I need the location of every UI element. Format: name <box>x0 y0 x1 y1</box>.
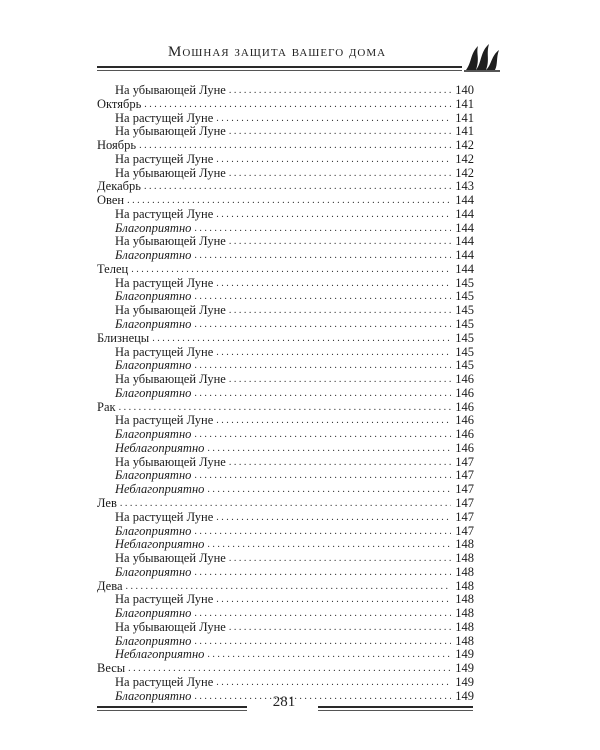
toc-entry-page: 144 <box>455 193 474 208</box>
toc-entry-page: 148 <box>455 606 474 621</box>
toc-entry-label: На растущей Луне <box>115 206 214 221</box>
toc-entry <box>97 511 474 525</box>
toc-entry-page: 145 <box>455 317 474 332</box>
toc-entry-page: 148 <box>455 619 474 634</box>
dot-leader <box>127 194 451 208</box>
header-rule-thin <box>97 70 462 71</box>
toc-entry-label: На убывающей Луне <box>115 124 226 139</box>
toc-entry-page: 142 <box>455 165 474 180</box>
footer-rule-right-thin <box>318 710 473 711</box>
toc-entry-page: 148 <box>455 592 474 607</box>
footer-rule-left-thin <box>97 710 247 711</box>
toc-entry-label: Дева <box>97 578 123 593</box>
table-of-contents <box>97 84 474 703</box>
page-footer <box>0 690 600 730</box>
toc-entry <box>97 373 474 387</box>
dot-leader <box>194 607 451 621</box>
toc-entry-label: Благоприятно <box>115 289 192 304</box>
toc-entry-label: На убывающей Луне <box>115 372 226 387</box>
toc-entry-label: Октябрь <box>97 96 142 111</box>
toc-entry <box>97 635 474 649</box>
toc-entry-label: Неблагоприятно <box>115 440 205 455</box>
dot-leader <box>229 552 451 566</box>
toc-entry-label: На растущей Луне <box>115 275 214 290</box>
toc-entry-label: На растущей Луне <box>115 413 214 428</box>
toc-entry-label: Рак <box>97 399 116 414</box>
footer-rule-left <box>97 706 247 708</box>
dot-leader <box>229 304 451 318</box>
toc-entry-page: 148 <box>455 633 474 648</box>
dot-leader <box>194 249 451 263</box>
dot-leader <box>229 373 451 387</box>
toc-entry-page: 147 <box>455 495 474 510</box>
toc-entry-page: 141 <box>455 124 474 139</box>
page-number: 281 <box>272 694 296 710</box>
toc-entry-page: 147 <box>455 468 474 483</box>
toc-entry-page: 147 <box>455 523 474 538</box>
toc-entry-page: 144 <box>455 248 474 263</box>
toc-entry <box>97 566 474 580</box>
dot-leader <box>144 98 451 112</box>
dot-leader <box>128 662 451 676</box>
toc-entry-page: 143 <box>455 179 474 194</box>
toc-entry-label: Неблагоприятно <box>115 647 205 662</box>
toc-entry-label: Благоприятно <box>115 427 192 442</box>
toc-entry <box>97 290 474 304</box>
dot-leader <box>229 167 451 181</box>
toc-entry-page: 145 <box>455 358 474 373</box>
toc-entry-label: Благоприятно <box>115 564 192 579</box>
toc-entry-page: 140 <box>455 83 474 97</box>
dot-leader <box>131 263 451 277</box>
toc-entry-page: 144 <box>455 220 474 235</box>
toc-entry-label: На убывающей Луне <box>115 303 226 318</box>
dot-leader <box>229 125 451 139</box>
toc-entry <box>97 318 474 332</box>
toc-entry-label: Весы <box>97 661 126 676</box>
toc-entry-page: 147 <box>455 454 474 469</box>
dot-leader <box>229 621 451 635</box>
dot-leader <box>194 387 451 401</box>
dot-leader <box>229 456 451 470</box>
toc-entry-label: Благоприятно <box>115 358 192 373</box>
toc-entry-label: На растущей Луне <box>115 674 214 689</box>
toc-entry-label: На растущей Луне <box>115 151 214 166</box>
toc-entry <box>97 552 474 566</box>
toc-entry <box>97 194 474 208</box>
toc-entry-page: 146 <box>455 413 474 428</box>
dot-leader <box>216 511 451 525</box>
toc-entry-page: 145 <box>455 275 474 290</box>
header-rule <box>97 66 462 68</box>
toc-entry-label: Благоприятно <box>115 385 192 400</box>
toc-entry <box>97 538 474 552</box>
dot-leader <box>216 153 451 167</box>
dot-leader <box>229 84 451 98</box>
toc-entry-page: 141 <box>455 110 474 125</box>
toc-entry-page: 142 <box>455 151 474 166</box>
dot-leader <box>207 538 451 552</box>
toc-entry-label: На растущей Луне <box>115 110 214 125</box>
toc-entry <box>97 428 474 442</box>
toc-entry-label: Лев <box>97 495 117 510</box>
dot-leader <box>194 525 451 539</box>
dot-leader <box>194 566 451 580</box>
toc-entry-page: 144 <box>455 206 474 221</box>
toc-entry <box>97 222 474 236</box>
toc-entry <box>97 84 474 98</box>
toc-entry-page: 145 <box>455 344 474 359</box>
toc-entry-label: Неблагоприятно <box>115 482 205 497</box>
toc-entry <box>97 662 474 676</box>
dot-leader <box>216 112 451 126</box>
toc-entry-page: 144 <box>455 234 474 249</box>
toc-entry-page: 148 <box>455 578 474 593</box>
toc-entry <box>97 676 474 690</box>
toc-entry-label: Декабрь <box>97 179 141 194</box>
toc-entry <box>97 648 474 662</box>
page-header <box>0 0 600 80</box>
toc-entry <box>97 332 474 346</box>
dot-leader <box>119 401 451 415</box>
dot-leader <box>194 222 451 236</box>
toc-entry <box>97 167 474 181</box>
toc-entry-label: Телец <box>97 261 129 276</box>
toc-entry <box>97 249 474 263</box>
dot-leader <box>216 277 451 291</box>
toc-entry <box>97 621 474 635</box>
toc-entry-label: Благоприятно <box>115 317 192 332</box>
footer-rule-right <box>318 706 473 708</box>
toc-entry-page: 146 <box>455 427 474 442</box>
toc-entry-page: 147 <box>455 482 474 497</box>
dot-leader <box>139 139 451 153</box>
toc-entry-label: Овен <box>97 193 125 208</box>
running-title: Мошная защита вашего дома <box>168 44 387 60</box>
toc-entry <box>97 469 474 483</box>
toc-entry-label: Ноябрь <box>97 138 137 153</box>
dot-leader <box>194 318 451 332</box>
dot-leader <box>207 442 451 456</box>
toc-entry-label: На убывающей Луне <box>115 165 226 180</box>
toc-entry-page: 141 <box>455 96 474 111</box>
toc-entry <box>97 442 474 456</box>
toc-entry-page: 144 <box>455 261 474 276</box>
toc-entry-label: Благоприятно <box>115 523 192 538</box>
dot-leader <box>194 635 451 649</box>
toc-entry-page: 146 <box>455 385 474 400</box>
toc-entry-label: Благоприятно <box>115 468 192 483</box>
toc-entry <box>97 359 474 373</box>
toc-entry-label: На убывающей Луне <box>115 83 226 97</box>
toc-entry-label: На растущей Луне <box>115 592 214 607</box>
toc-entry-page: 147 <box>455 509 474 524</box>
toc-entry <box>97 263 474 277</box>
toc-entry-page: 145 <box>455 289 474 304</box>
toc-entry <box>97 304 474 318</box>
toc-entry-page: 149 <box>455 688 474 703</box>
dot-leader <box>207 648 451 662</box>
toc-entry <box>97 525 474 539</box>
toc-entry-label: Благоприятно <box>115 606 192 621</box>
dot-leader <box>216 208 451 222</box>
toc-entry <box>97 112 474 126</box>
toc-entry-page: 142 <box>455 138 474 153</box>
toc-entry <box>97 139 474 153</box>
dot-leader <box>216 346 451 360</box>
dot-leader <box>194 469 451 483</box>
dot-leader <box>144 180 451 194</box>
toc-entry-label: Благоприятно <box>115 220 192 235</box>
toc-entry-page: 149 <box>455 647 474 662</box>
toc-entry-page: 149 <box>455 661 474 676</box>
dot-leader <box>216 593 451 607</box>
toc-entry-page: 146 <box>455 372 474 387</box>
toc-entry-page: 146 <box>455 399 474 414</box>
dot-leader <box>194 290 451 304</box>
toc-entry <box>97 153 474 167</box>
dot-leader <box>194 359 451 373</box>
dot-leader <box>120 497 451 511</box>
toc-entry <box>97 387 474 401</box>
toc-entry-label: На растущей Луне <box>115 344 214 359</box>
toc-entry-page: 148 <box>455 564 474 579</box>
dot-leader <box>152 332 451 346</box>
toc-entry <box>97 593 474 607</box>
toc-entry-label: На убывающей Луне <box>115 551 226 566</box>
flame-logo-icon <box>462 40 502 74</box>
toc-entry <box>97 401 474 415</box>
toc-entry-label: Благоприятно <box>115 688 192 703</box>
dot-leader <box>216 414 451 428</box>
toc-entry-page: 149 <box>455 674 474 689</box>
toc-entry-page: 145 <box>455 303 474 318</box>
toc-entry <box>97 580 474 594</box>
dot-leader <box>216 676 451 690</box>
toc-entry <box>97 414 474 428</box>
toc-entry <box>97 98 474 112</box>
toc-entry <box>97 125 474 139</box>
toc-entry-label: На убывающей Луне <box>115 454 226 469</box>
toc-entry-label: Благоприятно <box>115 633 192 648</box>
toc-entry-page: 148 <box>455 551 474 566</box>
toc-entry-label: Благоприятно <box>115 248 192 263</box>
toc-entry <box>97 456 474 470</box>
toc-entry-label: На растущей Луне <box>115 509 214 524</box>
dot-leader <box>194 428 451 442</box>
toc-entry <box>97 235 474 249</box>
dot-leader <box>207 483 451 497</box>
dot-leader <box>126 580 451 594</box>
toc-entry <box>97 180 474 194</box>
toc-entry <box>97 483 474 497</box>
toc-entry <box>97 607 474 621</box>
toc-entry-page: 146 <box>455 440 474 455</box>
toc-entry <box>97 277 474 291</box>
dot-leader <box>229 235 451 249</box>
toc-entry <box>97 497 474 511</box>
toc-entry-page: 145 <box>455 330 474 345</box>
toc-entry-label: Близнецы <box>97 330 150 345</box>
toc-entry <box>97 208 474 222</box>
toc-entry-label: Неблагоприятно <box>115 537 205 552</box>
toc-entry <box>97 346 474 360</box>
toc-entry-page: 148 <box>455 537 474 552</box>
toc-entry-label: На убывающей Луне <box>115 234 226 249</box>
toc-entry-label: На убывающей Луне <box>115 619 226 634</box>
